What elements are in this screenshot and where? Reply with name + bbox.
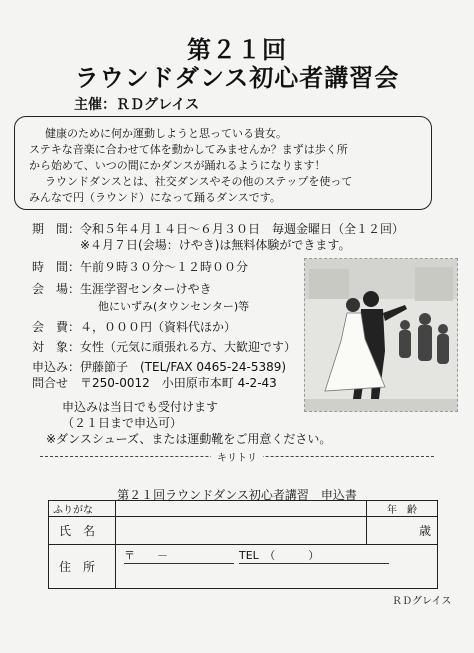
- target-label: 対 象：: [32, 340, 81, 354]
- period-value: 令和５年４月１４日～６月３０日 毎週金曜日（全１２回）: [80, 222, 405, 236]
- fee-row: [32, 318, 236, 335]
- shoes-note: ※ダンスシューズ、または運動靴をご用意ください。: [46, 432, 332, 446]
- intro-line-1: 健康のために何か運動しようと思っている貴女。: [45, 127, 287, 140]
- address-field[interactable]: [116, 545, 438, 589]
- time-label: 時 間：: [32, 260, 81, 274]
- apply-value: 伊藤節子 (TEL/FAX 0465-24-5389): [80, 360, 287, 374]
- time-value: 午前９時３０分～１２時００分: [80, 260, 249, 274]
- furigana-field[interactable]: [116, 501, 367, 517]
- intro-line-4: ラウンドダンスとは、社交ダンスやその他のステップを使って: [45, 175, 353, 188]
- period-row: [32, 220, 404, 237]
- target-value: 女性（元気に頑張れる方、大歓迎です）: [80, 340, 297, 354]
- sameday-line2: （２１日まで申込可）: [62, 416, 183, 430]
- title-line2: ラウンドダンス初心者講習会: [74, 63, 400, 92]
- name-field[interactable]: [116, 517, 367, 545]
- name-label: 氏 名: [49, 517, 116, 545]
- time-row: [32, 258, 248, 275]
- footer-organizer: ＲＤグレイス: [392, 596, 452, 607]
- address-subline: [116, 545, 437, 566]
- cut-label: [0, 449, 474, 464]
- fee-value: ４，０００円（資料代ほか）: [80, 320, 237, 334]
- intro-line-2: ステキな音楽に合わせて体を動かしてみませんか？まずは歩く所: [29, 143, 348, 156]
- apply-label: 申込み：: [32, 360, 81, 374]
- age-field[interactable]: [367, 517, 438, 545]
- organizer: 主催：ＲＤグレイス: [74, 97, 200, 113]
- venue-row: [32, 280, 212, 297]
- contact-row: [32, 374, 277, 391]
- intro-box: [14, 116, 432, 210]
- venue-value: 生涯学習センターけやき: [80, 282, 212, 296]
- period-note: ※４月７日(会場：けやき)は無料体験ができます。: [80, 238, 351, 252]
- title-line1: 第２１回: [187, 35, 287, 64]
- address-label: 住 所: [49, 545, 116, 589]
- target-row: [32, 338, 296, 355]
- furigana-label: ふりがな: [49, 501, 116, 517]
- contact-value: 〒250-0012 小田原市本町 4-2-43: [80, 376, 277, 390]
- age-header: 年 齢: [367, 501, 438, 517]
- dancing-couple-photo: [304, 258, 458, 412]
- application-form: [48, 500, 438, 589]
- postal-code-field[interactable]: 〒 －: [124, 547, 234, 564]
- form-title: 第２１回ラウンドダンス初心者講習 申込書: [117, 488, 357, 502]
- apply-row: [32, 358, 286, 375]
- intro-line-3: から始めて、いつの間にかダンスが踊れるようになります！: [29, 159, 326, 172]
- photo-illustration: [305, 259, 457, 411]
- intro-line-5: みんなで円（ラウンド）になって踊るダンスです。: [29, 191, 281, 204]
- tel-field[interactable]: TEL （ ）: [239, 547, 389, 564]
- fee-label: 会 費：: [32, 320, 81, 334]
- period-label: 期 間：: [32, 222, 81, 236]
- contact-label: 問合せ: [32, 376, 69, 390]
- cut-label-text: キリトリ: [211, 453, 263, 464]
- venue-note: 他にいずみ(タウンセンター)等: [98, 300, 250, 313]
- sameday-line1: 申込みは当日でも受付けます: [62, 400, 219, 414]
- venue-label: 会 場：: [32, 282, 81, 296]
- age-unit: 歳: [418, 524, 431, 538]
